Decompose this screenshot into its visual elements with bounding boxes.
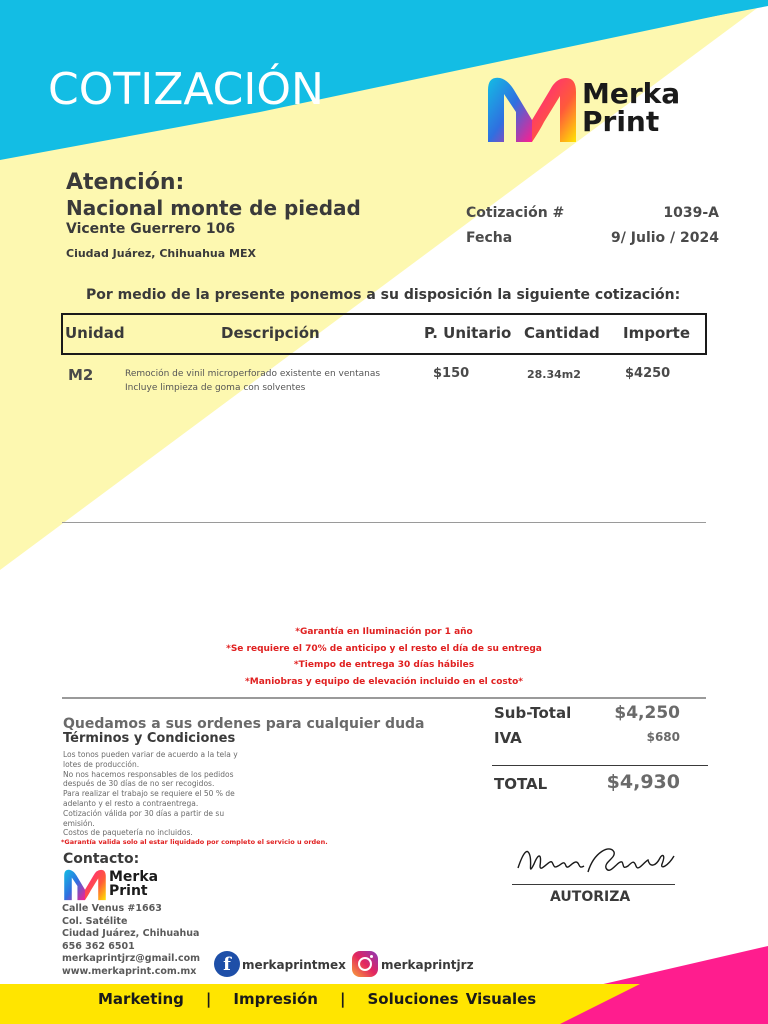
contact-website[interactable]: www.merkaprint.com.mx (62, 965, 197, 977)
signature (510, 842, 680, 888)
row-description: Remoción de vinil microperforado existente en ventanas Incluye limpieza de goma con solventes (125, 369, 381, 393)
header-unit: Unidad (65, 324, 125, 342)
row-amount: $4250 (625, 366, 671, 381)
contact-title: Contacto: (63, 851, 140, 867)
header-unit-price: P. Unitario (424, 324, 512, 342)
footer-item: Impresión (233, 990, 318, 1008)
subtotal-value: $4,250 (614, 703, 680, 723)
note-line: *Tiempo de entrega 30 días hábiles (293, 660, 475, 670)
facebook-icon[interactable]: f (214, 951, 240, 977)
footer-separator: | (339, 990, 346, 1008)
quote-number-label: Cotización # (466, 205, 565, 221)
total-label: TOTAL (494, 775, 548, 793)
brand-logo-small (63, 868, 163, 904)
header-amount: Importe (623, 324, 690, 342)
attention-label: Atención: (66, 170, 185, 195)
contact-email[interactable]: merkaprintjrz@gmail.com (62, 953, 201, 964)
row-unit: M2 (68, 366, 94, 384)
footer-tagline (98, 990, 558, 1008)
instagram-handle[interactable]: merkaprintjrz (381, 958, 474, 972)
note-line: *Se requiere el 70% de anticipo y el resto el día de su entrega (226, 643, 542, 654)
row-quantity: 28.34m2 (527, 368, 581, 381)
iva-value: $680 (646, 730, 680, 744)
footer-item: Soluciones Visuales (367, 990, 537, 1008)
terms-title: Términos y Condiciones (63, 731, 236, 746)
brand-m-icon (63, 868, 107, 902)
row-unit-price: $150 (433, 366, 470, 381)
footer-item: Marketing (98, 990, 184, 1008)
terms-text: Los tonos pueden variar de acuerdo a la tela y lotes de producción. No nos hacemos responsables de los pedidos después de 30 días de no ser recogidos. Para realizar el trabajo se requiere el 50 % de adelanto y el resto a contraentrega. Cotización válida por 30 días a partir de su emisión. Costos de paquetería no incluidos. (63, 750, 238, 838)
table-header (61, 313, 707, 355)
brand-name: Merka Print (582, 77, 681, 138)
header-description: Descripción (221, 324, 320, 342)
contact-address: Calle Venus #1663 Col. Satélite Ciudad Juárez, Chihuahua 656 362 6501 merkaprintjrz@gmail.com www.merkaprint.com.mx (62, 903, 201, 977)
divider (492, 765, 708, 766)
header-quantity: Cantidad (524, 324, 600, 342)
footer-separator: | (205, 990, 212, 1008)
client-street: Vicente Guerrero 106 (66, 221, 236, 237)
quote-number: 1039-A (663, 205, 719, 221)
instagram-icon[interactable] (352, 951, 378, 977)
divider (62, 697, 706, 699)
subtotal-label: Sub-Total (494, 704, 572, 722)
document-title: COTIZACIÓN (48, 64, 324, 115)
authorize-label: AUTORIZA (550, 889, 631, 905)
facebook-handle[interactable]: merkaprintmex (242, 958, 346, 972)
client-city: Ciudad Juárez, Chihuahua MEX (66, 247, 256, 260)
note-line: *Maniobras y equipo de elevación incluido en el costo* (245, 676, 523, 687)
conditions-notes (150, 624, 618, 690)
note-line: *Garantía en Iluminación por 1 año (295, 627, 473, 637)
brand-m-icon (486, 74, 578, 146)
signature-line (512, 884, 675, 885)
warranty-note: *Garantía valida solo al estar liquidado por completo el servicio u orden. (61, 838, 328, 846)
thanks-text: Quedamos a sus ordenes para cualquier duda (63, 716, 425, 732)
quote-date: 9/ Julio / 2024 (611, 230, 719, 246)
iva-label: IVA (494, 729, 522, 747)
brand-name: Merka Print (109, 869, 159, 899)
total-value: $4,930 (606, 771, 680, 793)
client-name: Nacional monte de piedad (66, 196, 361, 220)
brand-logo (486, 74, 696, 146)
date-label: Fecha (466, 230, 513, 246)
divider (62, 522, 706, 523)
intro-text: Por medio de la presente ponemos a su disposición la siguiente cotización: (86, 287, 681, 303)
